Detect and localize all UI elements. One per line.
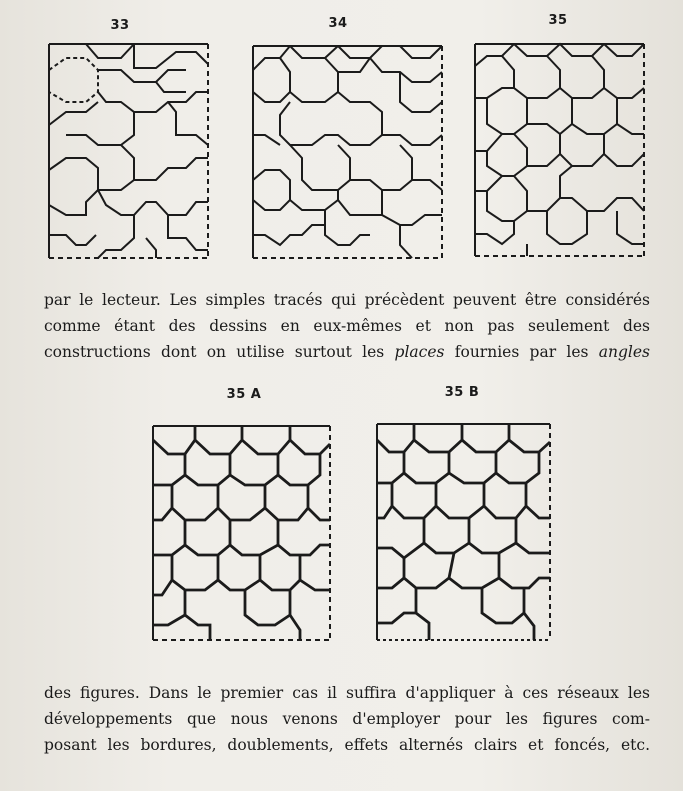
figure-35a-label: 35 A <box>226 387 262 402</box>
figure-34 <box>250 40 450 264</box>
figure-35a <box>150 420 340 648</box>
figure-35-label: 35 <box>548 13 568 28</box>
figure-34-label: 34 <box>328 16 348 31</box>
figure-33 <box>46 40 216 264</box>
figure-35 <box>472 36 652 262</box>
paragraph-2-line-1: des figures. Dans le premier cas il suffira d'appliquer à ces réseaux les <box>44 684 650 702</box>
paragraph-1 <box>44 287 650 365</box>
figure-35b-label: 35 B <box>444 385 480 400</box>
figure-35b <box>374 418 558 646</box>
figure-33-label: 33 <box>110 18 130 33</box>
paragraph-2 <box>44 680 650 758</box>
paragraph-1-line-3-mid: fournies par les <box>444 343 599 361</box>
paragraph-2-line-2: développements que nous venons d'employer pour les figures com- <box>44 710 650 728</box>
paragraph-1-line-3-start: constructions dont on utilise surtout les <box>44 343 395 361</box>
emphasis-places: places <box>394 343 445 361</box>
paragraph-1-line-3 <box>44 339 650 365</box>
paragraph-1-line-1: par le lecteur. Les simples tracés qui précèdent peuvent être considérés <box>44 291 650 309</box>
paragraph-1-line-2: comme étant des dessins en eux-mêmes et non pas seulement des <box>44 317 650 335</box>
paragraph-2-line-3: posant les bordures, doublements, effets alternés clairs et foncés, etc. <box>44 736 650 754</box>
emphasis-angles: angles <box>598 343 650 361</box>
